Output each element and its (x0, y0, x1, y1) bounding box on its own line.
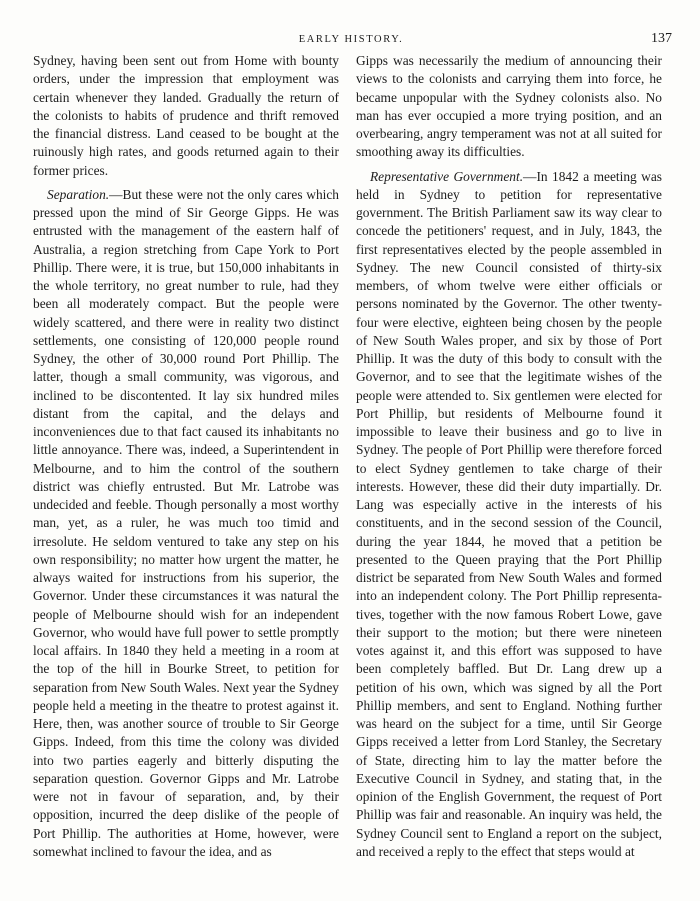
paragraph-text: —But these were not the only cares which pressed upon the mind of Sir George Gipps. He was entrusted with the management of the eastern half of Australia, a region stretching from Cape York to Port Phillip. There were, it is true, but 150,000 inhabitants in the whole territory, no great number to rule, had they been all moderately compact. But the people were widely scattered, and there were in reality two distinct settlements, one consisting of 120,000 people round Sydney, the other of 30,000 round Port Phillip. The latter, though a small community, was vigorous, and inclined to be discontented. It lay six hundred miles distant from the capital, and the delays and inconveniences due to that fact caused its inhabitants no little annoyance. There was, indeed, a Superintendent in Melbourne, and to him the control of the southern district was chiefly entrusted. But Mr. Latrobe was undecided and feeble. Though personally a most worthy man, yet, as a ruler, he was much too timid and irresolute. He seldom ventured to take any step on his own responsibility; no matter how urgent the matter, he always waited for instructions from his superior, the Governor. Under these circumstances it was natural the people of Melbourne should wish for an independent Governor, who would have full power to settle promptly local affairs. In 1840 they held a meeting in a room at the top of the hill in Bourke Street, to petition for separation from New South Wales. Next year the Sydney people held a meeting in the theatre to protest against it. Here, then, was another source of trouble to Sir George Gipps. Indeed, from this time the colony was divided into two parties eagerly and bitterly disputing the separation question. Governor Gipps and Mr. Latrobe were not in favour of separation, and, by their opposition, incurred the deep dislike of the people of Port Phillip. The authorities at Home, however, were somewhat inclined to favour the idea, and as (33, 186, 339, 859)
paragraph-text: Sydney, having been sent out from Home with bounty orders, under the impression that employment was certain whenever they landed. Gradually the return of the colonists to habits of prudence and thrift removed the financial distress. Land ceased to be bought at the ruinously high rates, and goods returned again to their former prices. (33, 53, 339, 178)
paragraph-text: Gipps was necessarily the medium of announcing their views to the colonists and carrying them into force, he became unpopular with the Sydney colonists also. No man has ever occupied a more trying position, and an overbearing, angry temperament was not at all suited for smoothing away its difficulties. (356, 53, 662, 160)
right-column (356, 52, 662, 861)
page-header (30, 32, 672, 48)
paragraph-sydney-bounty (33, 52, 339, 180)
paragraph-representative-government (356, 168, 662, 862)
paragraph-text: —In 1842 a meeting was held in Sydney to petition for representative government. The British Parliament saw its way clear to concede the petitioners' request, and in July, 1843, the first representatives elected by the people assembled in Sydney. The new Council consisted of thirty-six members, of whom twelve were either officials or persons nominated by the Governor. The other twenty-four were elective, eighteen being chosen by the people of New South Wales proper, and six by those of Port Phillip. It was the duty of this body to consult with the Governor, and to see that the legitimate wishes of the people were attended to. Six gentlemen were elected for Port Phillip, but residents of Melbourne found it impossible to leave their business and go to live in Sydney. The people of Port Phillip were therefore forced to elect Sydney gentlemen to take charge of their interests. However, these did their duty impartially. Dr. Lang was especially active in the interests of his constituents, and in the second session of the Council, during the year 1844, he moved that a petition be presented to the Queen praying that the Port Phillip district be separated from New South Wales and formed into an independent colony. The Port Phillip representatives, together with the now famous Robert Lowe, gave their support to the motion; but there were nineteen votes against it, and this effort was supposed to have been completely baffled. But Dr. Lang drew up a petition of his own, which was signed by all the Port Phillip members, and sent to England. Nothing further was heard on the subject for a time, until Sir George Gipps received a letter from Lord Stanley, the Secretary of State, directing him to lay the matter before the Executive Council in Sydney, and stating that, in the opinion of the English Government, the request of Port Phillip was fair and reasonable. An inquiry was held, the Sydney Council sent to England a report on the subject, and received a reply to the effect that steps would at (356, 168, 663, 859)
section-heading-representative-government: Representative Government. (370, 168, 524, 184)
page-number: 137 (651, 31, 672, 46)
left-column (33, 52, 339, 861)
section-heading-separation: Separation. (47, 186, 110, 202)
paragraph-gipps-unpopular (356, 52, 662, 162)
running-head: EARLY HISTORY. (298, 34, 404, 45)
paragraph-separation (33, 186, 339, 861)
